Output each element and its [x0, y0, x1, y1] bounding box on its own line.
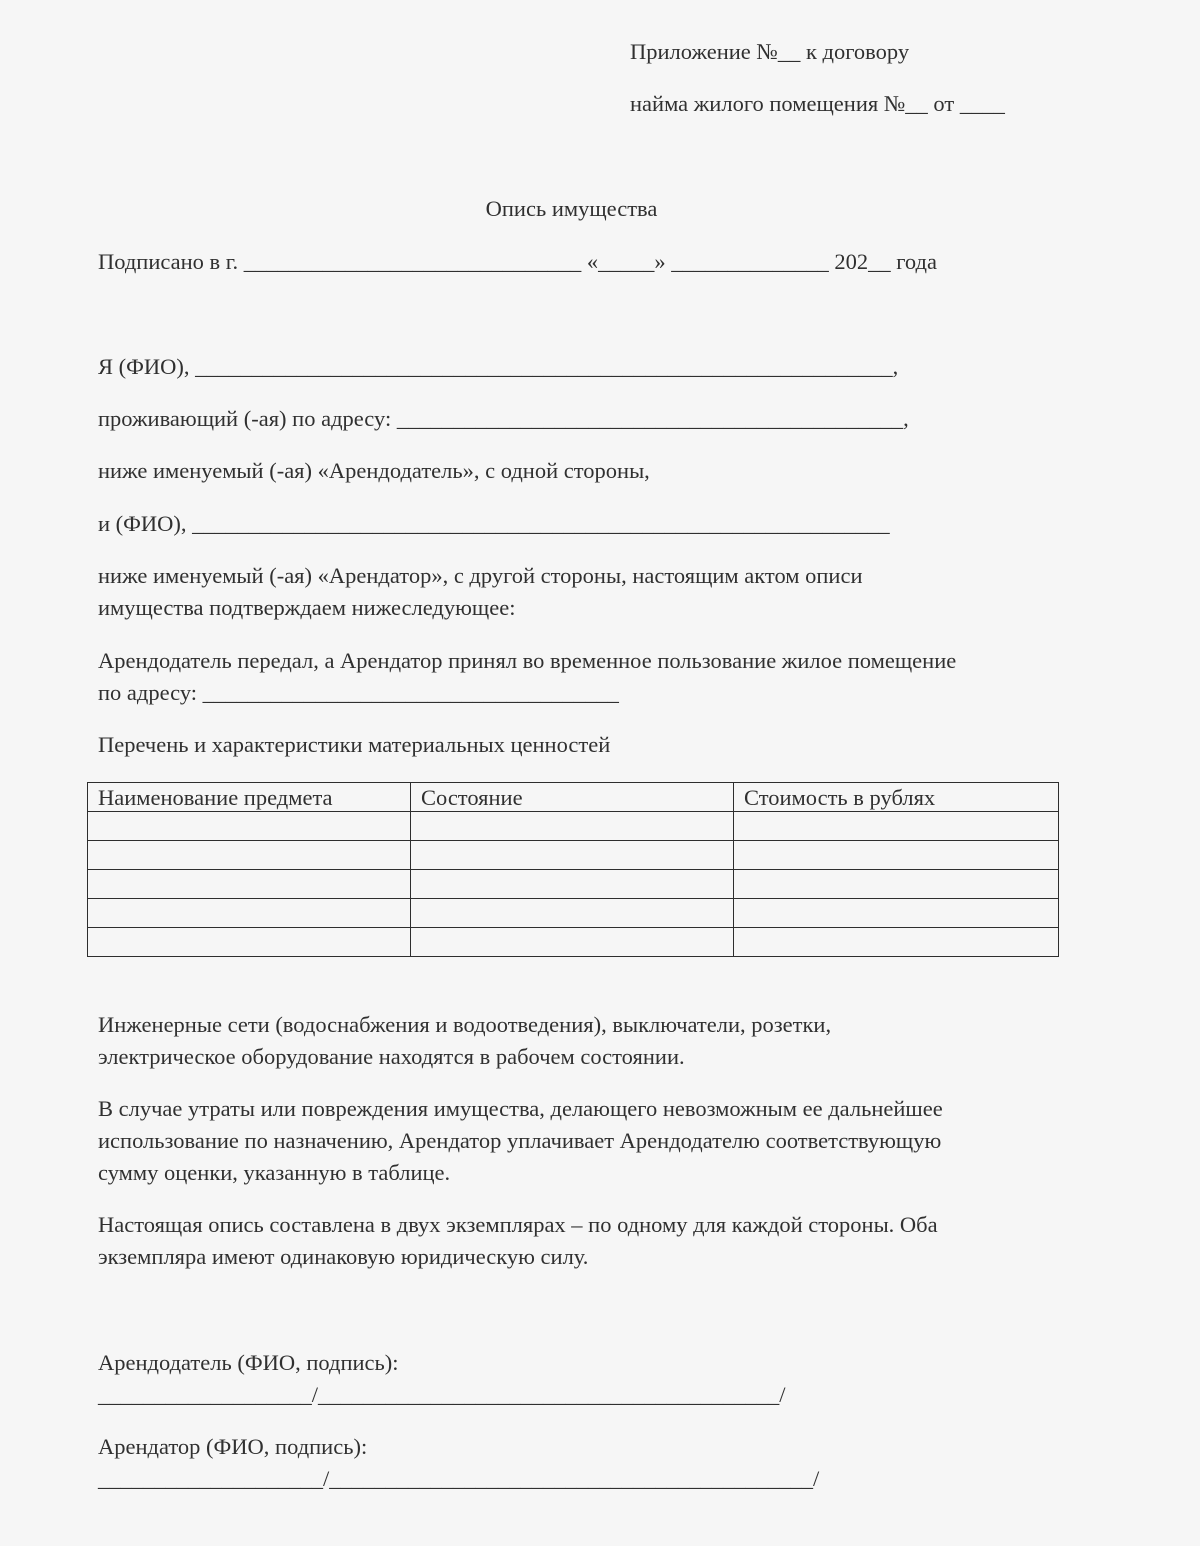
document-title: Опись имущества: [485, 196, 658, 221]
liability-line-3: сумму оценки, указанную в таблице.: [98, 1160, 451, 1185]
liability-line-2: использование по назначению, Арендатор уплачивает Арендодателю соответствующую: [98, 1128, 942, 1153]
table-row: [88, 812, 1059, 841]
tenant-name-line: и (ФИО), ______________________________________________________________: [98, 511, 890, 536]
appendix-header-line-2: найма жилого помещения №__ от ____: [630, 91, 1005, 116]
copies-paragraph: [98, 1209, 1058, 1273]
copies-line-1: Настоящая опись составлена в двух экземплярах – по одному для каждой стороны. Оба: [98, 1212, 938, 1237]
landlord-name-line: Я (ФИО), ______________________________________________________________,: [98, 354, 899, 379]
networks-paragraph: [98, 1009, 1058, 1073]
table-header-row: [88, 783, 1059, 812]
table-row: [88, 899, 1059, 928]
table-cell[interactable]: [411, 812, 734, 841]
tenant-role-line-2: имущества подтверждаем нижеследующее:: [98, 595, 516, 620]
transfer-paragraph: [98, 645, 1058, 709]
transfer-line-1: Арендодатель передал, а Арендатор принял во временное пользование жилое помещение: [98, 648, 957, 673]
column-header-item-name: Наименование предмета: [88, 783, 411, 812]
table-row: [88, 928, 1059, 957]
table-cell[interactable]: [411, 841, 734, 870]
landlord-role-line: ниже именуемый (-ая) «Арендодатель», с одной стороны,: [98, 458, 650, 483]
signed-place-date: Подписано в г. ______________________________ «_____» ______________ 202__ года: [98, 249, 937, 274]
transfer-line-2: по адресу: _____________________________________: [98, 680, 619, 705]
table-cell[interactable]: [411, 928, 734, 957]
liability-line-1: В случае утраты или повреждения имущества, делающего невозможным ее дальнейшее: [98, 1096, 943, 1121]
tenant-role-paragraph: [98, 560, 1058, 624]
liability-paragraph: [98, 1093, 1058, 1189]
column-header-condition: Состояние: [411, 783, 734, 812]
inventory-list-heading: Перечень и характеристики материальных ценностей: [98, 732, 611, 757]
inventory-table: [87, 782, 1059, 957]
landlord-signature-line: ___________________/_________________________________________/: [98, 1382, 786, 1407]
copies-line-2: экземпляра имеют одинаковую юридическую силу.: [98, 1244, 589, 1269]
table-cell[interactable]: [88, 928, 411, 957]
table-cell[interactable]: [734, 870, 1059, 899]
table-cell[interactable]: [734, 899, 1059, 928]
table-cell[interactable]: [734, 928, 1059, 957]
tenant-signature-label: Арендатор (ФИО, подпись):: [98, 1434, 368, 1459]
table-cell[interactable]: [88, 870, 411, 899]
table-cell[interactable]: [88, 841, 411, 870]
appendix-header-line-1: Приложение №__ к договору: [630, 39, 910, 64]
table-cell[interactable]: [734, 841, 1059, 870]
landlord-signature-label: Арендодатель (ФИО, подпись):: [98, 1350, 399, 1375]
networks-line-1: Инженерные сети (водоснабжения и водоотведения), выключатели, розетки,: [98, 1012, 832, 1037]
landlord-address-line: проживающий (-ая) по адресу: _____________________________________________,: [98, 406, 909, 431]
table-row: [88, 870, 1059, 899]
tenant-signature-line: ____________________/___________________________________________/: [98, 1466, 820, 1491]
table-cell[interactable]: [411, 899, 734, 928]
table-cell[interactable]: [734, 812, 1059, 841]
column-header-cost: Стоимость в рублях: [734, 783, 1059, 812]
networks-line-2: электрическое оборудование находятся в рабочем состоянии.: [98, 1044, 685, 1069]
table-cell[interactable]: [88, 812, 411, 841]
table-row: [88, 841, 1059, 870]
table-cell[interactable]: [88, 899, 411, 928]
table-cell[interactable]: [411, 870, 734, 899]
tenant-role-line-1: ниже именуемый (-ая) «Арендатор», с другой стороны, настоящим актом описи: [98, 563, 863, 588]
